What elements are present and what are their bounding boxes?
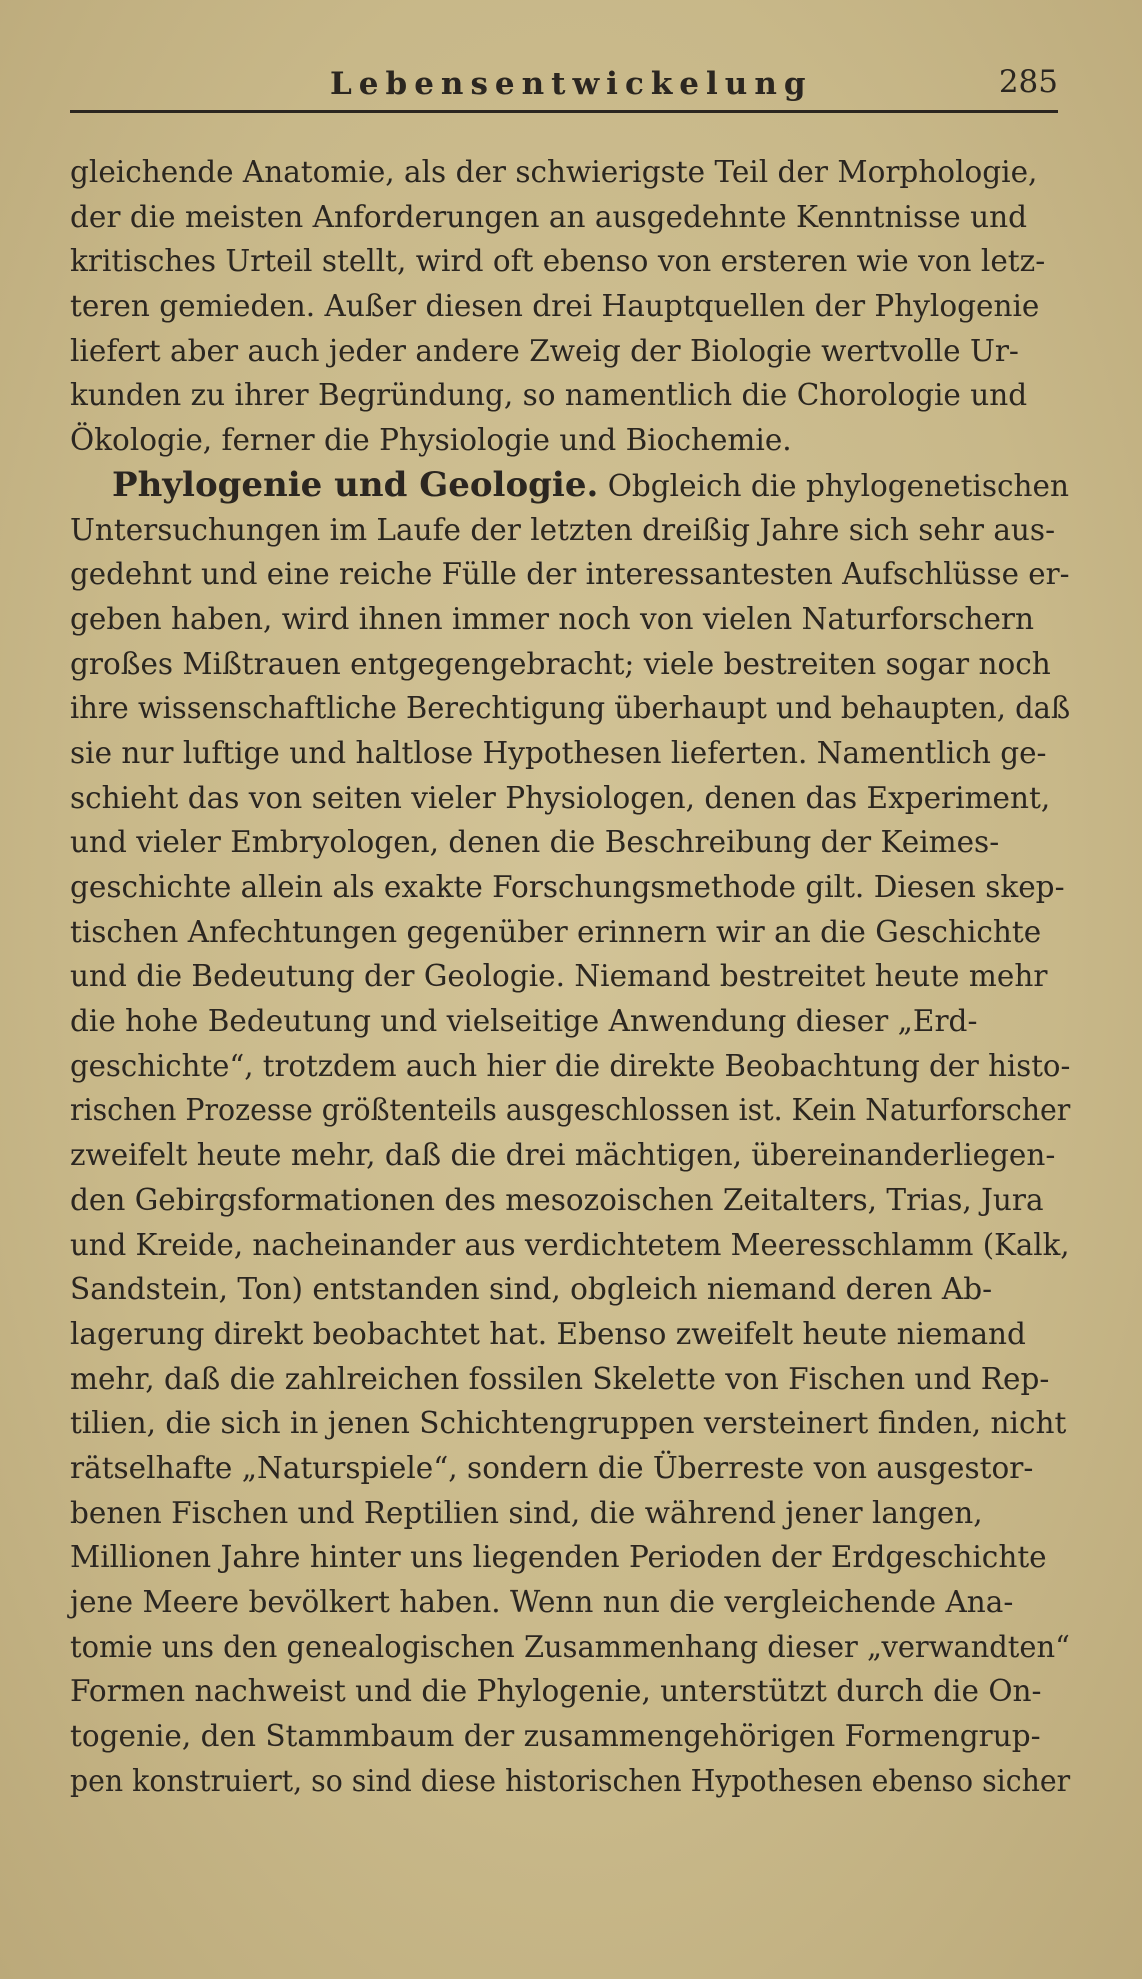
text-line: liefert aber auch jeder andere Zweig der Biologie wertvolle Ur- (70, 333, 1019, 368)
text-line: pen konstruiert, so sind diese historischen Hypothesen ebenso sicher (70, 1763, 1071, 1798)
text-line: sie nur luftige und haltlose Hypothesen lieferten. Namentlich ge- (70, 735, 1047, 770)
text-line: kritisches Urteil stellt, wird oft ebenso von ersteren wie von letz- (70, 244, 1046, 279)
text-line: rätselhafte „Naturspiele“, sondern die Überreste von ausgestor- (70, 1450, 1034, 1485)
text-line: mehr, daß die zahlreichen fossilen Skelette von Fischen und Rep- (70, 1361, 1050, 1396)
paragraph-phylogenie-geologie (70, 463, 1070, 1804)
text-line: schieht das von seiten vieler Physiologen, denen das Experiment, (70, 780, 1051, 815)
text-line: Untersuchungen im Laufe der letzten dreißig Jahre sich sehr aus- (70, 512, 1056, 547)
text-line: teren gemieden. Außer diesen drei Hauptquellen der Phylogenie (70, 289, 1040, 324)
section-heading: Phylogenie und Geologie. (112, 464, 599, 505)
text-line: ihre wissenschaftliche Berechtigung überhaupt und behaupten, daß (70, 691, 1071, 726)
text-line: Ökologie, ferner die Physiologie und Biochemie. (70, 423, 792, 458)
paragraph-anatomy (70, 150, 1070, 463)
text-line: togenie, den Stammbaum der zusammengehörigen Formengrup- (70, 1719, 1041, 1754)
text-line: geschichte allein als exakte Forschungsmethode gilt. Diesen skep- (70, 870, 1065, 904)
running-title: Lebensentwickelung (330, 66, 813, 102)
text-line: der die meisten Anforderungen an ausgedehnte Kenntnisse und (70, 199, 1027, 234)
text-line: und vieler Embryologen, denen die Beschreibung der Keimes- (70, 825, 1000, 860)
text-line: Sandstein, Ton) entstanden sind, obgleich niemand deren Ab- (70, 1272, 993, 1307)
text-line: jene Meere bevölkert haben. Wenn nun die vergleichende Ana- (70, 1585, 1014, 1619)
text-line: tischen Anfechtungen gegenüber erinnern wir an die Geschichte (70, 914, 1042, 949)
section-first-line (70, 463, 1070, 508)
text-line: geschichte“, trotzdem auch hier die direkte Beobachtung der histo- (70, 1048, 1071, 1083)
text-line: zweifelt heute mehr, daß die drei mächtigen, übereinanderliegen- (70, 1138, 1056, 1173)
text-line: rischen Prozesse größtenteils ausgeschlossen ist. Kein Naturforscher (70, 1093, 1071, 1128)
body-text (70, 150, 1070, 1803)
page-number: 285 (998, 64, 1058, 100)
text-line: kunden zu ihrer Begründung, so namentlich die Chorologie und (70, 378, 1028, 413)
text-line: großes Mißtrauen entgegengebracht; viele bestreiten sogar noch (70, 646, 1051, 681)
header-rule (70, 110, 1058, 113)
text-line: geben haben, wird ihnen immer noch von vielen Naturforschern (70, 601, 1035, 636)
page-header (70, 60, 1058, 114)
text-line: gleichende Anatomie, als der schwierigste Teil der Morphologie, (70, 155, 1038, 189)
text-line: lagerung direkt beobachtet hat. Ebenso zweifelt heute niemand (70, 1316, 1026, 1351)
text-line: und Kreide, nacheinander aus verdichtetem Meeresschlamm (Kalk, (70, 1227, 1070, 1262)
text-line: tilien, die sich in jenen Schichtengruppen versteinert finden, nicht (70, 1406, 1067, 1441)
text-line: Formen nachweist und die Phylogenie, unterstützt durch die On- (70, 1674, 1042, 1709)
text-line: tomie uns den genealogischen Zusammenhang dieser „verwandten“ (70, 1629, 1070, 1664)
text-line: und die Bedeutung der Geologie. Niemand bestreitet heute mehr (70, 959, 1048, 994)
text-line: gedehnt und eine reiche Fülle der interessantesten Aufschlüsse er- (70, 557, 1070, 592)
text-line: Millionen Jahre hinter uns liegenden Perioden der Erdgeschichte (70, 1540, 1047, 1575)
text-line: die hohe Bedeutung und vielseitige Anwendung dieser „Erd- (70, 1004, 978, 1039)
text-line: den Gebirgsformationen des mesozoischen Zeitalters, Trias, Jura (70, 1182, 1044, 1217)
section-first-line-text: Obgleich die phylogenetischen (607, 468, 1069, 503)
text-line: benen Fischen und Reptilien sind, die während jener langen, (70, 1495, 983, 1530)
